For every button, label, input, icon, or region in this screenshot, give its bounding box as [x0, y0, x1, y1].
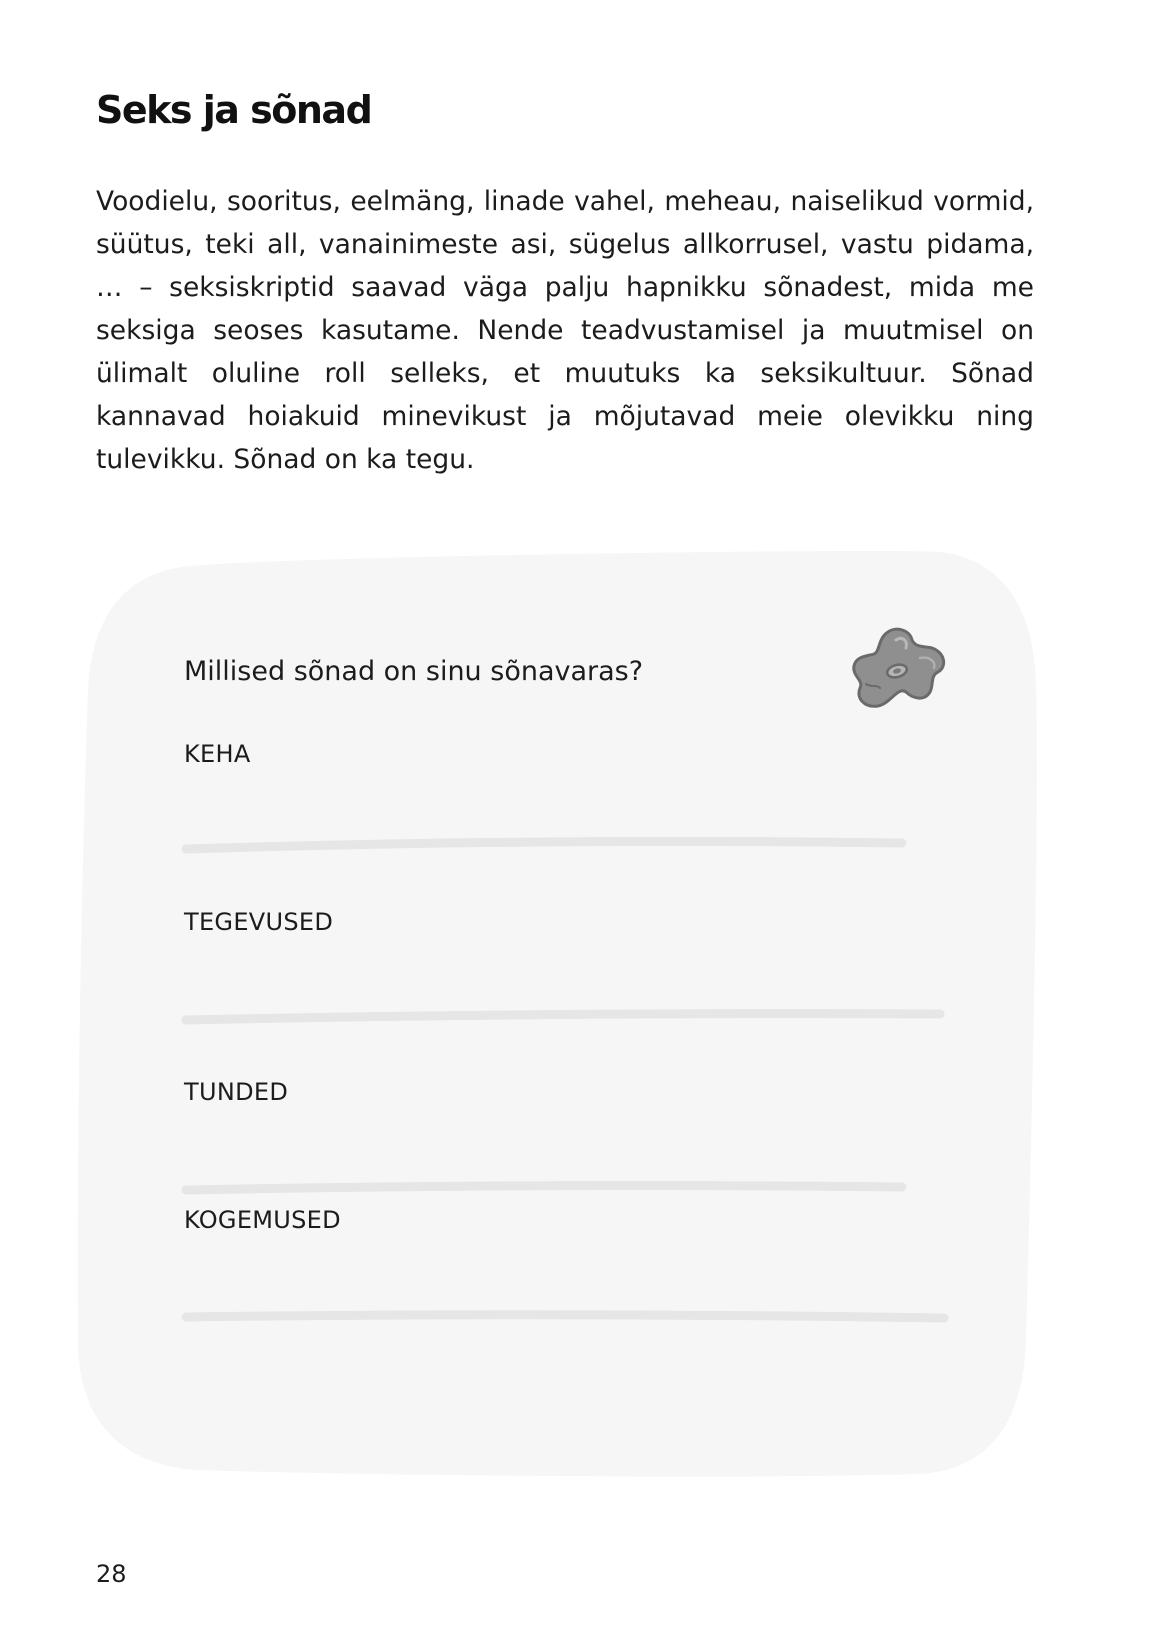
- category-label-tegevused: TEGEVUSED: [184, 908, 334, 936]
- writing-line-kogemused: [186, 1315, 944, 1318]
- writing-line-tunded: [186, 1186, 902, 1190]
- blob-splat-icon: [850, 626, 950, 714]
- category-label-kogemused: KOGEMUSED: [184, 1206, 341, 1234]
- category-label-keha: KEHA: [184, 740, 251, 768]
- exercise-question: Millised sõnad on sinu sõnavaras?: [184, 656, 644, 687]
- category-label-tunded: TUNDED: [184, 1078, 289, 1106]
- page-number: 28: [96, 1560, 127, 1588]
- intro-paragraph: Voodielu, sooritus, eelmäng, linade vahel, meheau, naiselikud vormid, süütus, teki all, vanainimeste asi, sügelus allkorrusel, vastu pidama, … – seksiskriptid saavad väga palju hapnikku sõnadest, mida me seksiga seoses kasutame. Nende teadvustamisel ja muutmisel on ülimalt oluline roll selleks, et muutuks ka seksikultuur. Sõnad kannavad hoiakuid minevikust ja mõjutavad meie olevikku ning tulevikku. Sõnad on ka tegu.: [96, 186, 1034, 475]
- page-title: Seks ja sõnad: [96, 88, 372, 132]
